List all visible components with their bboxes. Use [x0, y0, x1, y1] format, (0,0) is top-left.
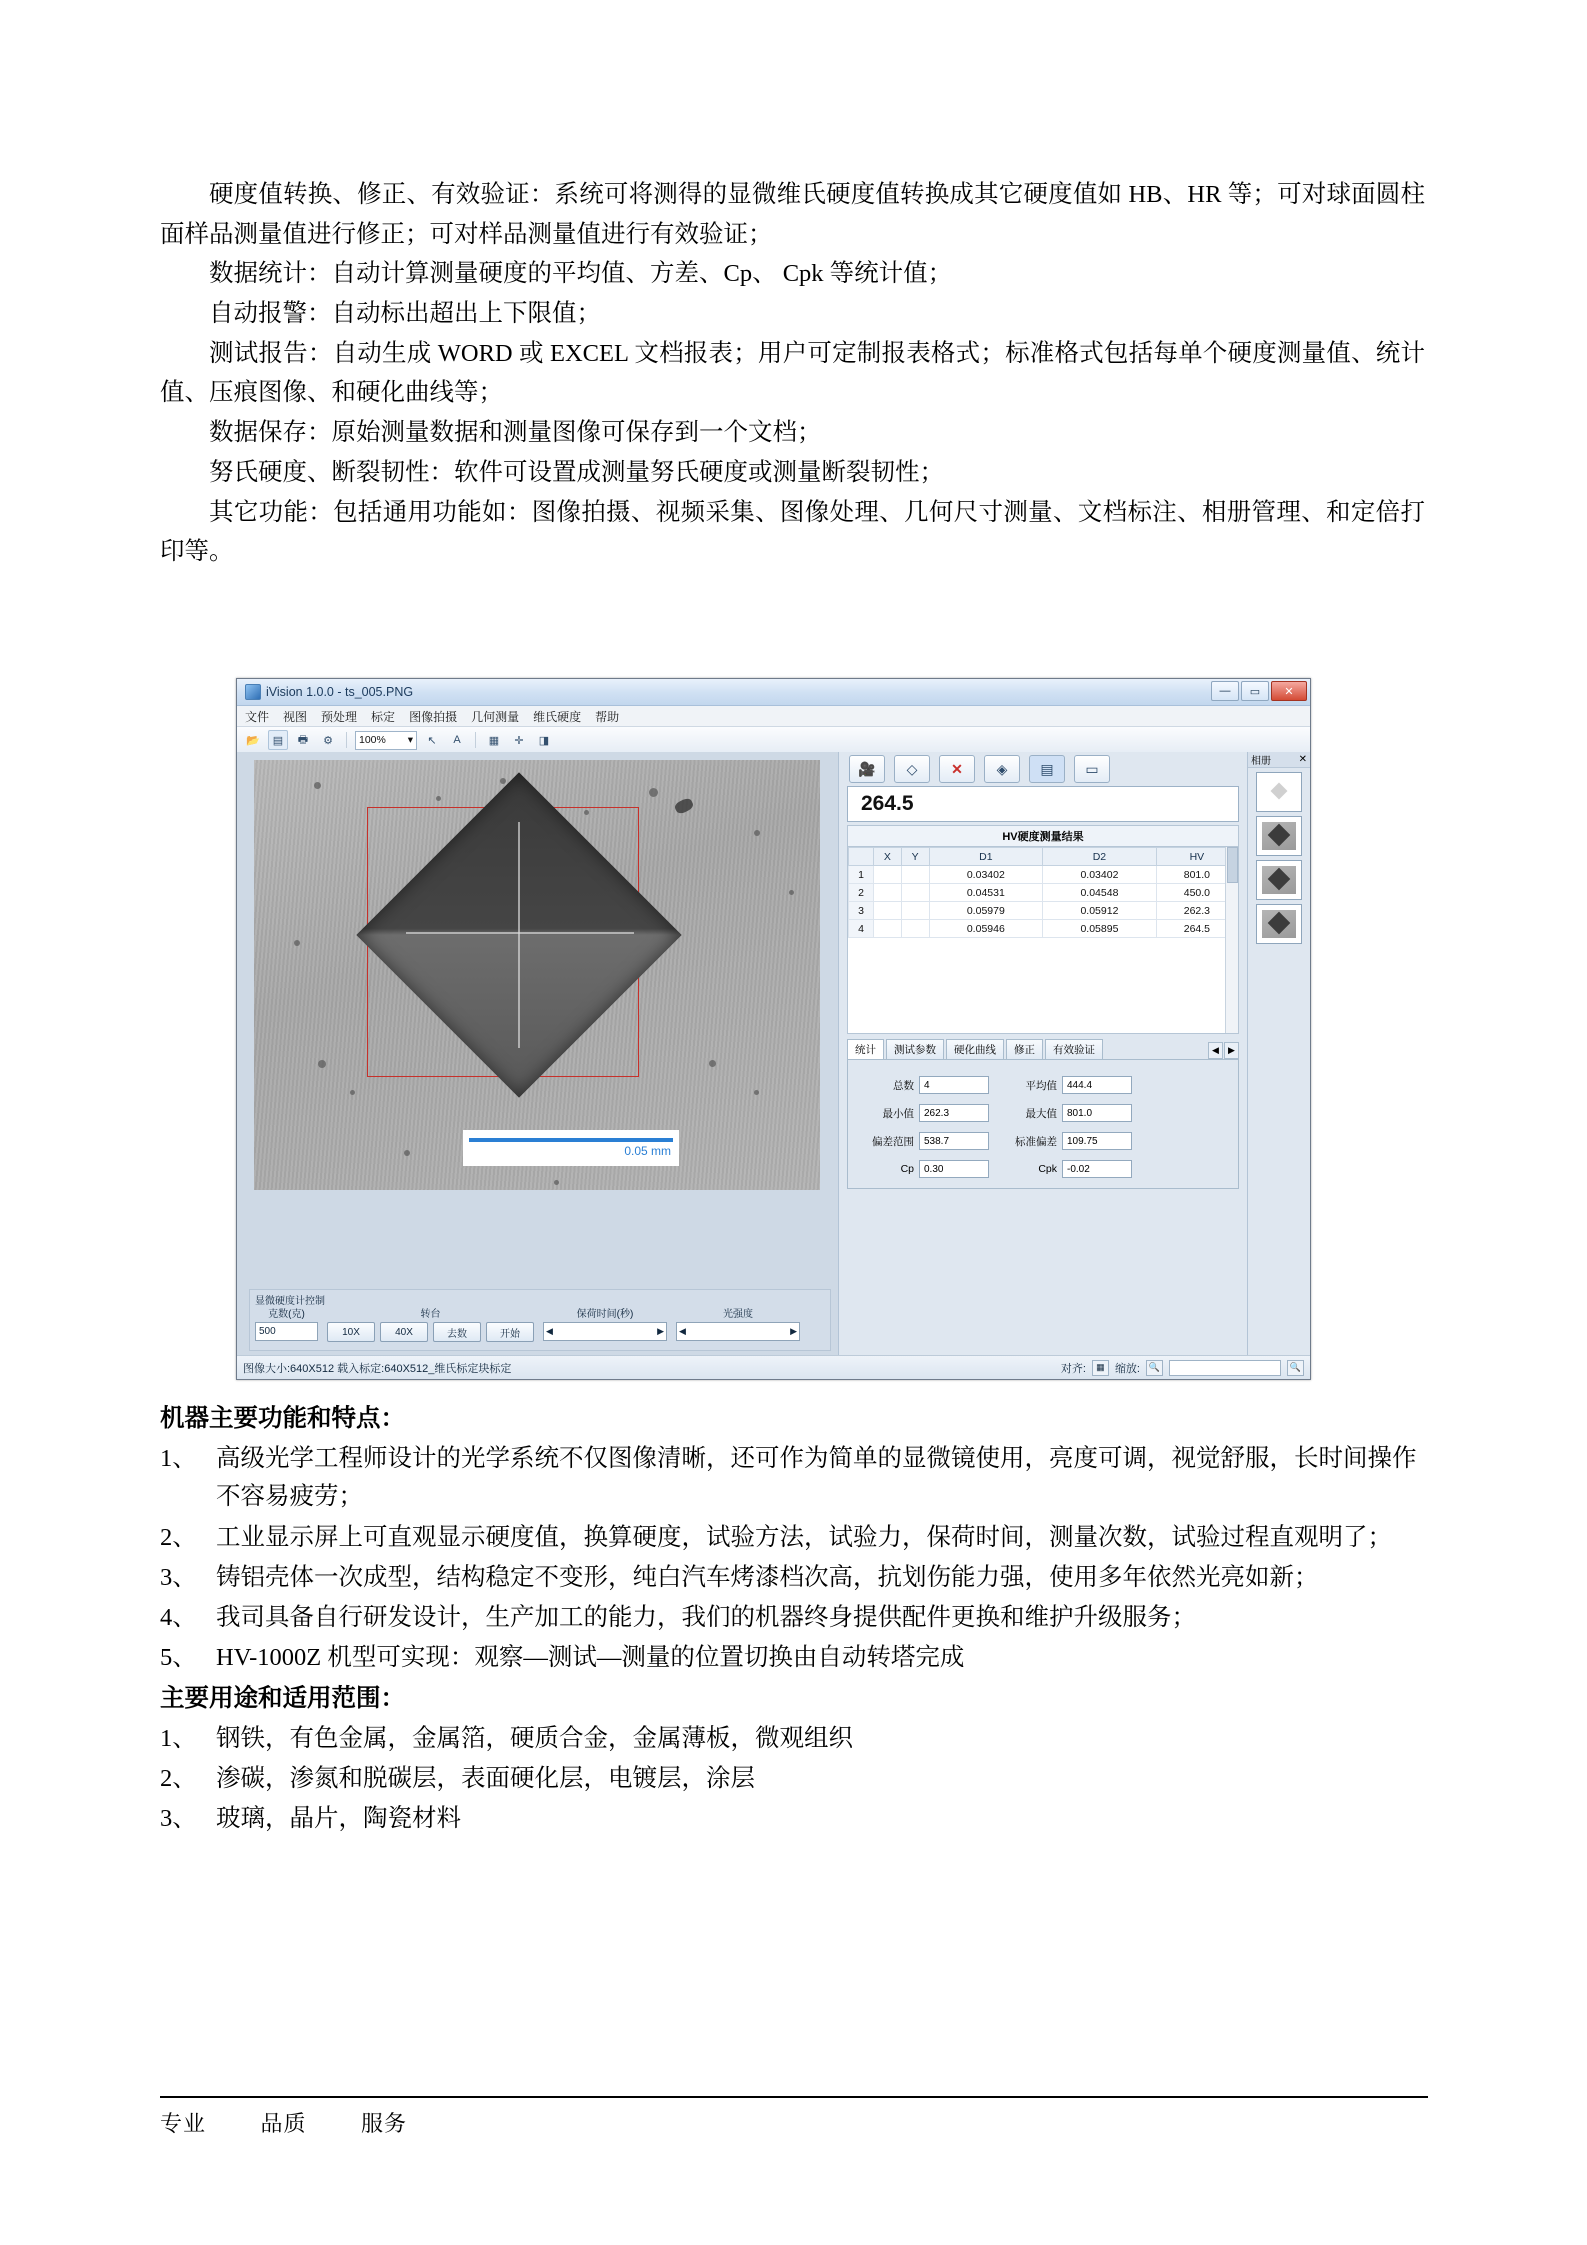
stat-min	[864, 1104, 989, 1122]
col-x: X	[874, 848, 902, 866]
stat-average-value: 444.4	[1062, 1076, 1132, 1094]
print-icon[interactable]: 🖶	[297, 733, 309, 746]
col-index	[849, 848, 874, 866]
col-hv: HV	[1156, 848, 1237, 866]
application-screenshot	[236, 678, 1311, 1380]
list-number: 1、	[160, 1445, 197, 1473]
tool-bar[interactable]	[237, 727, 1310, 754]
tab-prev-icon[interactable]: ◀	[1208, 1042, 1223, 1059]
list-text: 高级光学工程师设计的光学系统不仅图像清晰，还可作为简单的显微镜使用，亮度可调，视觉舒服，长时间操作不容易疲劳；	[216, 1445, 1417, 1511]
tab-test-parameters[interactable]: 测试参数	[886, 1039, 944, 1059]
zoom-in-icon[interactable]: 🔍	[1287, 1360, 1304, 1376]
stat-total	[864, 1076, 989, 1094]
menu-bar[interactable]	[237, 706, 1310, 727]
zoom-label: 缩放:	[1114, 1362, 1140, 1375]
section1-title: 机器主要功能和特点：	[160, 1405, 405, 1432]
footer-divider	[160, 2096, 1428, 2098]
list-text: 钢铁，有色金属，金属箔，硬质合金，金属薄板，微观组织	[216, 1724, 853, 1752]
title-bar	[237, 679, 1310, 706]
work-area	[237, 752, 1310, 1355]
list-item	[160, 1599, 1428, 1637]
cell-x	[874, 866, 902, 884]
stat-average-label: 平均值	[1025, 1079, 1057, 1092]
album-thumbnail[interactable]	[1256, 860, 1302, 900]
list-item	[160, 1800, 1428, 1838]
cell-hv: 262.3	[1156, 902, 1237, 920]
table-row[interactable]	[849, 902, 1238, 920]
window-buttons[interactable]	[1211, 681, 1307, 701]
statistics-panel	[847, 1059, 1239, 1189]
turret-10x-button[interactable]: 10X	[327, 1322, 375, 1342]
cell-index: 1	[849, 866, 874, 884]
list-item	[160, 1440, 1428, 1516]
status-text: 图像大小:640X512 载入标定:640X512_维氏标定块标定	[243, 1362, 512, 1375]
stat-stddev	[1007, 1132, 1132, 1150]
paragraph: 硬度值转换、修正、有效验证：系统可将测得的显微维氏硬度值转换成其它硬度值如 HB、HR 等；可对球面圆柱面样品测量值进行修正；可对样品测量值进行有效验证；	[160, 181, 1425, 248]
zoom-select[interactable]	[355, 731, 417, 750]
menu-item-capture[interactable]: 图像拍摄	[409, 709, 458, 724]
cell-hv: 801.0	[1156, 866, 1237, 884]
light-intensity-label: 光强度	[723, 1309, 753, 1320]
list-text: 渗碳，渗氮和脱碳层，表面硬化层，电镀层，涂层	[216, 1764, 755, 1792]
toolbar-separator	[346, 732, 347, 748]
intro-paragraphs	[160, 175, 1425, 572]
chevron-down-icon[interactable]: ▾	[407, 734, 413, 746]
save-icon[interactable]: ▤	[268, 730, 288, 750]
paragraph: 自动报警：自动标出超出上下限值；	[209, 300, 601, 328]
section1-list	[160, 1440, 1428, 1677]
list-text: 工业显示屏上可直观显示硬度值，换算硬度，试验方法，试验力，保荷时间，测量次数，试验过程直观明了；	[216, 1523, 1392, 1551]
cell-y	[901, 920, 929, 938]
scale-bar-label: 0.05 mm	[624, 1144, 671, 1158]
align-label: 对齐:	[1060, 1362, 1086, 1375]
turret-indent-button[interactable]: 去数	[433, 1322, 481, 1342]
grid-icon[interactable]: ▦	[488, 734, 500, 747]
cell-d2: 0.03402	[1043, 866, 1157, 884]
list-item	[160, 1760, 1428, 1798]
hardness-control-panel[interactable]	[249, 1289, 831, 1351]
paragraph: 其它功能：包括通用功能如：图像拍摄、视频采集、图像处理、几何尺寸测量、文档标注、相册管理、和定倍打印等。	[160, 498, 1425, 566]
cell-d1: 0.05979	[929, 902, 1043, 920]
diamond-icon[interactable]: ◇	[894, 755, 930, 783]
target-icon[interactable]: ◈	[984, 755, 1020, 783]
album-close-icon[interactable]: ✕	[1298, 754, 1307, 765]
list-text: 铸铝壳体一次成型，结构稳定不变形，纯白汽车烤漆档次高，抗划伤能力强，使用多年依然光亮如新；	[216, 1563, 1319, 1591]
tab-statistics[interactable]: 统计	[847, 1039, 884, 1059]
cell-x	[874, 902, 902, 920]
list-number: 5、	[160, 1644, 197, 1672]
stat-cp-label: Cp	[900, 1163, 914, 1175]
delete-icon[interactable]: ✕	[939, 755, 975, 783]
cell-d2: 0.04548	[1043, 884, 1157, 902]
turret-40x-button[interactable]: 40X	[380, 1322, 428, 1342]
micrograph-image[interactable]	[254, 760, 820, 1190]
diagonal-line-2	[518, 822, 520, 1048]
album-thumbnail[interactable]	[1256, 772, 1302, 812]
results-scrollbar[interactable]	[1225, 847, 1238, 1033]
current-hardness-value: 264.5	[847, 786, 1239, 822]
hardness-control-title: 显微硬度计控制	[255, 1296, 325, 1307]
gear-icon[interactable]: ⚙	[323, 734, 333, 747]
stat-cpk-value: -0.02	[1062, 1160, 1132, 1178]
cell-x	[874, 920, 902, 938]
menu-item-vickers[interactable]: 维氏硬度	[533, 709, 582, 724]
scrollbar-thumb[interactable]	[1227, 847, 1238, 883]
zoom-value: 100%	[359, 734, 386, 746]
stat-range-value: 538.7	[919, 1132, 989, 1150]
list-number: 1、	[160, 1724, 197, 1752]
results-table-title: HV硬度测量结果	[847, 825, 1239, 846]
paragraph: 测试报告：自动生成 WORD 或 EXCEL 文档报表；用户可定制报表格式；标准格式包括每单个硬度测量值、统计值、压痕图像、和硬化曲线等；	[160, 339, 1425, 407]
cell-hv: 264.5	[1156, 920, 1237, 938]
stat-stddev-value: 109.75	[1062, 1132, 1132, 1150]
stat-min-label: 最小值	[882, 1107, 914, 1120]
hold-time-group[interactable]	[543, 1305, 667, 1341]
turret-group[interactable]	[327, 1305, 534, 1342]
menu-item-calibrate[interactable]: 标定	[371, 709, 396, 724]
footer-word-1: 专业	[160, 2111, 207, 2136]
blank-icon[interactable]: ▭	[1074, 755, 1110, 783]
stat-max-label: 最大值	[1025, 1107, 1057, 1120]
stat-total-label: 总数	[893, 1079, 914, 1092]
album-panel[interactable]	[1247, 752, 1310, 1355]
list-text: 我司具备自行研发设计，生产加工的能力，我们的机器终身提供配件更换和维护升级服务；	[216, 1604, 1196, 1632]
hold-time-slider[interactable]	[543, 1322, 667, 1341]
report-icon[interactable]: ▤	[1029, 755, 1065, 783]
stat-min-value: 262.3	[919, 1104, 989, 1122]
force-label: 克数(克)	[268, 1309, 305, 1320]
stat-cpk-label: Cpk	[1038, 1163, 1057, 1175]
slider-left-icon[interactable]: ◀	[546, 1326, 553, 1336]
menu-item-geometry[interactable]: 几何测量	[471, 709, 520, 724]
window-title: iVision 1.0.0 - ts_005.PNG	[266, 685, 414, 699]
album-thumbnail[interactable]	[1256, 904, 1302, 944]
close-button[interactable]: ✕	[1271, 681, 1307, 701]
footer-word-3: 服务	[361, 2111, 408, 2136]
list-item	[160, 1720, 1428, 1758]
cell-x	[874, 884, 902, 902]
force-group[interactable]	[255, 1305, 318, 1341]
list-number: 3、	[160, 1563, 197, 1591]
footer	[160, 2107, 760, 2138]
stat-max	[1007, 1104, 1132, 1122]
maximize-button[interactable]: ▭	[1241, 681, 1269, 701]
force-input[interactable]: 500	[255, 1322, 318, 1341]
table-header-row	[849, 848, 1238, 866]
cell-d1: 0.04531	[929, 884, 1043, 902]
list-text: HV-1000Z 机型可实现：观察—测试—测量的位置切换由自动转塔完成	[216, 1644, 965, 1672]
cursor-icon[interactable]: ↖	[427, 734, 437, 747]
stat-range-label: 偏差范围	[872, 1135, 914, 1148]
stat-stddev-label: 标准偏差	[1015, 1135, 1057, 1148]
cell-y	[901, 884, 929, 902]
open-icon[interactable]: 📂	[246, 734, 260, 747]
stat-total-value: 4	[919, 1076, 989, 1094]
data-pane	[839, 752, 1247, 1355]
section2-title: 主要用途和适用范围：	[160, 1684, 405, 1712]
list-item	[160, 1639, 1428, 1677]
zoom-out-icon[interactable]: 🔍	[1146, 1360, 1163, 1376]
stat-cp	[864, 1160, 989, 1178]
palette-icon[interactable]: ◨	[538, 734, 550, 747]
table-row[interactable]	[849, 920, 1238, 938]
lower-sections	[160, 1400, 1428, 1840]
text-icon[interactable]: A	[453, 734, 461, 746]
scale-bar-line	[469, 1138, 673, 1142]
cell-d2: 0.05912	[1043, 902, 1157, 920]
list-number: 2、	[160, 1764, 197, 1792]
align-grid-icon[interactable]: ▦	[1092, 1360, 1109, 1376]
stat-cpk	[1007, 1160, 1132, 1178]
slider-right-icon[interactable]: ▶	[790, 1326, 797, 1336]
app-icon	[245, 684, 261, 700]
list-item	[160, 1519, 1428, 1557]
zoom-slider[interactable]	[1169, 1360, 1281, 1376]
list-item	[160, 1559, 1428, 1597]
minimize-button[interactable]: —	[1211, 681, 1239, 701]
stat-max-value: 801.0	[1062, 1104, 1132, 1122]
cell-y	[901, 902, 929, 920]
cell-index: 4	[849, 920, 874, 938]
cell-index: 3	[849, 902, 874, 920]
slider-right-icon[interactable]: ▶	[657, 1326, 664, 1336]
album-title: 相册	[1251, 756, 1271, 767]
tab-hardening-curve[interactable]: 硬化曲线	[946, 1039, 1004, 1059]
hold-time-label: 保荷时间(秒)	[576, 1309, 634, 1320]
list-number: 2、	[160, 1523, 197, 1551]
results-table-wrapper[interactable]	[847, 846, 1239, 1034]
diagonal-line-1	[406, 932, 634, 934]
paragraph: 数据保存：原始测量数据和测量图像可保存到一个文档；	[209, 419, 822, 447]
tab-validation[interactable]: 有效验证	[1045, 1039, 1103, 1059]
results-table[interactable]	[848, 847, 1238, 938]
col-d1: D1	[929, 848, 1043, 866]
list-text: 玻璃，晶片，陶瓷材料	[216, 1805, 461, 1833]
measure-toolbar[interactable]	[839, 752, 1247, 786]
light-intensity-group[interactable]	[676, 1305, 800, 1341]
cell-index: 2	[849, 884, 874, 902]
turret-label: 转台	[420, 1309, 441, 1320]
tab-nav[interactable]	[1208, 1042, 1239, 1059]
album-header	[1248, 752, 1310, 768]
slider-left-icon[interactable]: ◀	[679, 1326, 686, 1336]
stats-tabs[interactable]	[847, 1039, 1239, 1059]
tab-correction[interactable]: 修正	[1006, 1039, 1043, 1059]
image-pane[interactable]	[237, 752, 839, 1355]
col-y: Y	[901, 848, 929, 866]
menu-item-file[interactable]: 文件	[245, 709, 270, 724]
cell-d2: 0.05895	[1043, 920, 1157, 938]
light-intensity-slider[interactable]	[676, 1322, 800, 1341]
status-bar	[237, 1355, 1310, 1379]
footer-word-2: 品质	[260, 2111, 307, 2136]
scale-bar	[463, 1130, 679, 1166]
stat-cp-value: 0.30	[919, 1160, 989, 1178]
menu-item-preprocess[interactable]: 预处理	[321, 709, 358, 724]
list-number: 3、	[160, 1805, 197, 1833]
cell-hv: 450.0	[1156, 884, 1237, 902]
start-button[interactable]: 开始	[486, 1322, 534, 1342]
stat-average	[1007, 1076, 1132, 1094]
camera-icon[interactable]: 🎥	[849, 755, 885, 783]
toolbar-separator	[475, 732, 476, 748]
section2-list	[160, 1720, 1428, 1839]
tab-next-icon[interactable]: ▶	[1224, 1042, 1239, 1059]
table-row[interactable]	[849, 884, 1238, 902]
table-row[interactable]	[849, 866, 1238, 884]
crosshair-icon[interactable]: ✛	[514, 734, 524, 747]
paragraph: 努氏硬度、断裂韧性：软件可设置成测量努氏硬度或测量断裂韧性；	[209, 458, 944, 486]
cell-d1: 0.05946	[929, 920, 1043, 938]
menu-item-view[interactable]: 视图	[283, 709, 308, 724]
stat-range	[864, 1132, 989, 1150]
menu-item-help[interactable]: 帮助	[595, 709, 620, 724]
list-number: 4、	[160, 1604, 197, 1632]
cell-d1: 0.03402	[929, 866, 1043, 884]
cell-y	[901, 866, 929, 884]
album-thumbnail[interactable]	[1256, 816, 1302, 856]
paragraph: 数据统计：自动计算测量硬度的平均值、方差、Cp、 Cpk 等统计值；	[209, 260, 953, 288]
col-d2: D2	[1043, 848, 1157, 866]
